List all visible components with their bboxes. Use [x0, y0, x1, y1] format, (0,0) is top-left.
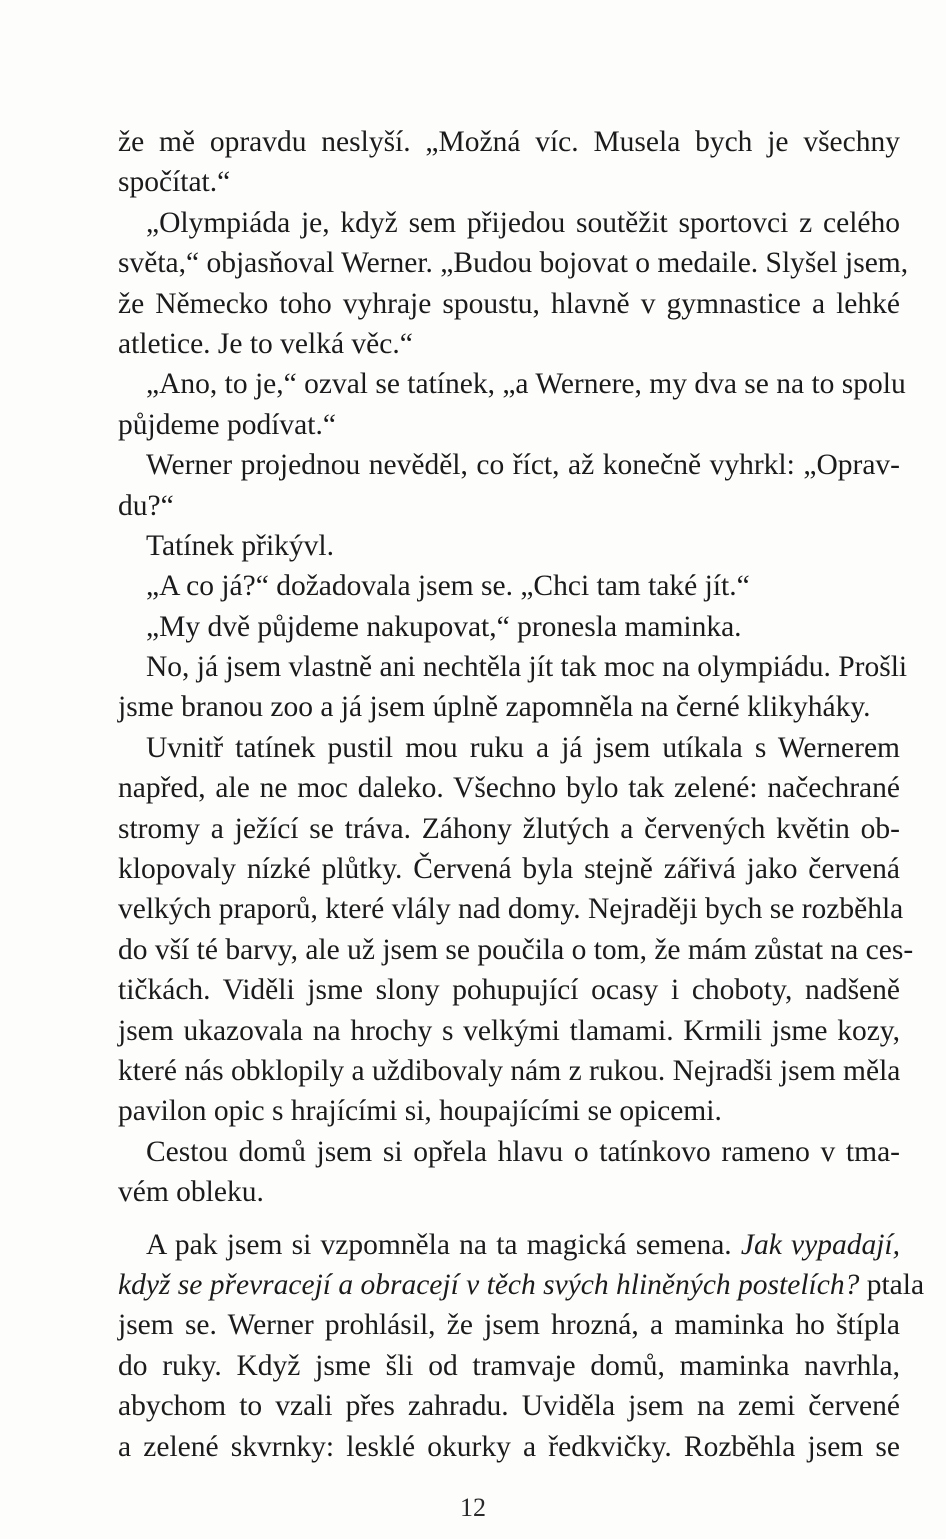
text-line: Werner projednou nevěděl, co říct, až konečně vyhrkl: „Oprav- [146, 449, 900, 482]
text-line: napřed, ale ne moc daleko. Všechno bylo tak zelené: načechrané [118, 772, 900, 805]
text-line: jsem se. Werner prohlásil, že jsem hrozná, a maminka ho štípla [118, 1309, 900, 1342]
body-text [118, 122, 925, 1467]
text-line: stromy a ježící se tráva. Záhony žlutých a červených květin ob- [118, 812, 900, 845]
italic-text-segment: Jak vypadají, [740, 1228, 900, 1261]
text-line [118, 1225, 900, 1265]
text-line: velkých praporů, které vlály nad domy. Nejraději bych se rozběhla [118, 893, 904, 926]
text-line: že mě opravdu neslyší. „Možná víc. Musela bych je všechny [118, 126, 900, 158]
text-line: No, já jsem vlastně ani nechtěla jít tak moc na olympiádu. Prošli [146, 651, 908, 684]
page-number: 12 [460, 1493, 486, 1522]
text-line: půjdeme podívat.“ [118, 408, 336, 441]
text-line: které nás obklopily a uždibovaly nám z rukou. Nejradši jsem měla [118, 1054, 901, 1087]
text-line: tičkách. Viděli jsme slony pohupující ocasy i choboty, nadšeně [118, 974, 900, 1007]
text-segment: A pak jsem si vzpomněla na ta magická semena. [146, 1228, 741, 1261]
text-line: spočítat.“ [118, 166, 231, 199]
text-line: světa,“ objasňoval Werner. „Budou bojovat o medaile. Slyšel jsem, [118, 247, 909, 280]
text-line: jsme branou zoo a já jsem úplně zapomněla na černé klikyháky. [118, 691, 871, 724]
text-line: „My dvě půjdeme nakupovat,“ pronesla maminka. [146, 610, 742, 643]
text-line [118, 1265, 925, 1305]
text-line: jsem ukazovala na hrochy s velkými tlamami. Krmili jsme kozy, [118, 1014, 900, 1047]
text-line: Cestou domů jsem si opřela hlavu o tatínkovo rameno v tma- [146, 1135, 900, 1168]
text-line: do vší té barvy, ale už jsem se poučila o tom, že mám zůstat na ces- [118, 933, 914, 966]
text-line: do ruky. Když jsme šli od tramvaje domů, maminka navrhla, [118, 1349, 900, 1382]
text-line: atletice. Je to velká věc.“ [118, 327, 413, 360]
text-line: „Olympiáda je, když sem přijedou soutěžit sportovci z celého [146, 206, 900, 239]
text-line: a zelené skvrnky: lesklé okurky a ředkvičky. Rozběhla jsem se [118, 1430, 900, 1463]
text-line: „A co já?“ dožadovala jsem se. „Chci tam také jít.“ [146, 570, 750, 603]
text-line: „Ano, to je,“ ozval se tatínek, „a Wernere, my dva se na to spolu [146, 368, 906, 401]
text-line: du?“ [118, 489, 174, 522]
text-line: Uvnitř tatínek pustil mou ruku a já jsem utíkala s Wernerem [146, 731, 900, 764]
text-segment: ptala [859, 1268, 925, 1301]
text-line: klopovaly nízké plůtky. Červená byla stejně zářivá jako červená [118, 853, 900, 886]
text-line: že Německo toho vyhraje spoustu, hlavně v gymnastice a lehké [118, 287, 900, 320]
text-line: pavilon opic s hrajícími si, houpajícími se opicemi. [118, 1095, 722, 1128]
text-line: abychom to vzali přes zahradu. Uviděla jsem na zemi červené [118, 1390, 900, 1423]
text-line: Tatínek přikývl. [146, 529, 335, 562]
text-line: vém obleku. [118, 1176, 264, 1209]
italic-text-segment: když se převracejí a obracejí v těch svých hliněných postelích? [118, 1268, 860, 1301]
